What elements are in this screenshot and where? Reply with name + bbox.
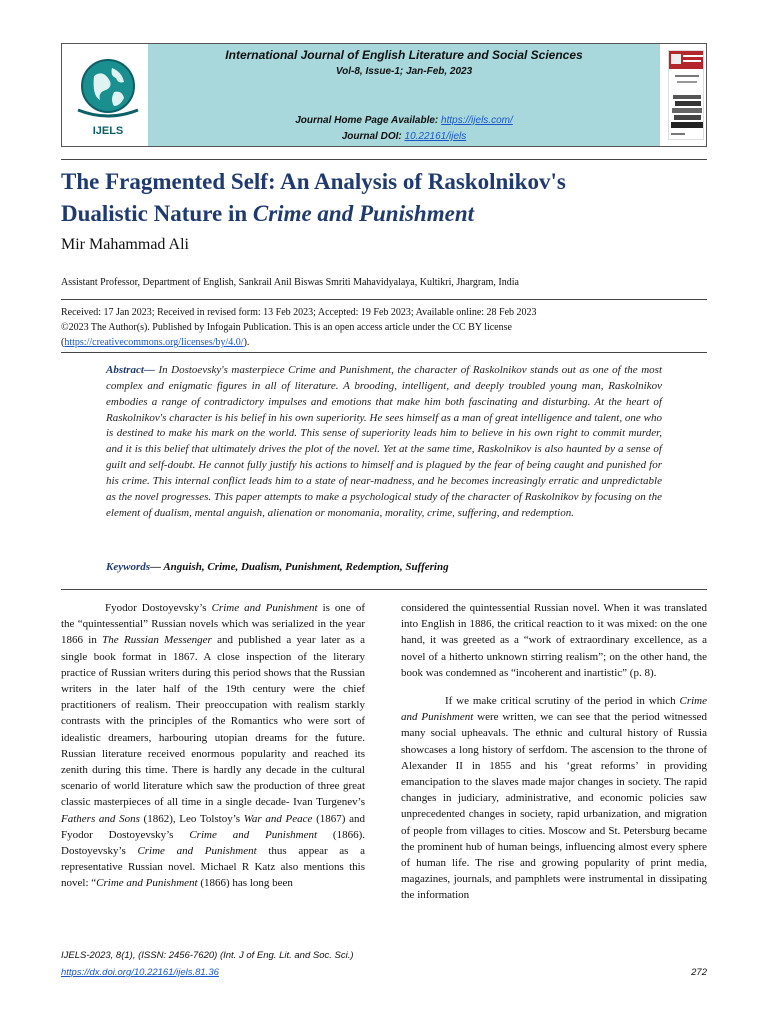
abstract (106, 363, 662, 521)
journal-logo (72, 50, 144, 140)
license-link[interactable]: https://creativecommons.org/licenses/by/4.0/ (64, 337, 244, 348)
text-run: (1867) and Fyodor Dostoyevsky’s (61, 812, 365, 841)
body-paragraph: considered the quintessential Russian novel. When it was translated into English in 1886, the critical reaction to it was mixed: on the one hand, it was greeted as a “work of extraordinary excellence, as a novel of a hitherto unknown stirring realism”; on the other hand, the book was condemned as “incoherent and inartistic” (p. 8). (401, 602, 707, 679)
keywords (106, 561, 662, 573)
italic-text: Crime and Punishment (96, 877, 198, 890)
article-title (61, 166, 707, 230)
keywords-label: Keywords (106, 561, 150, 573)
journal-home-line (148, 115, 660, 126)
author-affiliation: Assistant Professor, Department of English, Sankrail Anil Biswas Smriti Mahavidyalaya, Kultikri, Jhargram, India (61, 277, 519, 288)
meta-divider-top (61, 299, 707, 300)
abstract-divider (61, 589, 707, 590)
books-cover-image (669, 51, 704, 140)
home-link[interactable]: https://ijels.com/ (441, 115, 513, 126)
article-license: (https://creativecommons.org/licenses/by/4.0/). (61, 337, 250, 348)
abstract-label: Abstract— (106, 364, 155, 376)
header-divider (61, 159, 707, 160)
journal-doi-line (148, 131, 660, 142)
abstract-text: In Dostoevsky's masterpiece Crime and Punishment, the character of Raskolnikov stands out as one of the most complex and enigmatic figures in all of literature. A brooding, intelligent, and deeply troubled young man, Raskolnikov embodies a range of contradictory impulses and emotions that make him both fascinating and disturbing. At the heart of Raskolnikov's character is his belief in his own superiority. He sees himself as a man of great intelligence and talent, one who is destined to make his mark on the world. This sense of superiority leads him to believe in his own right to commit murder, and it is this belief that ultimately drives the plot of the novel. Yet at the same time, Raskolnikov is also haunted by a sense of guilt and self-doubt. He cannot fully justify his actions to himself and is plagued by the fear of being caught and punished for his crime. This internal conflict leads him to a state of near-madness, and he becomes increasingly erratic and unpredictable as the novel progresses. This paper attempts to make a psychological study of the character of Raskolnikov by focusing on the element of dualism, mental anguish, alienation or monomania, morality, crime, suffering, and redemption. (106, 364, 662, 519)
journal-cover-thumbnail (668, 50, 704, 140)
footer-citation: IJELS-2023, 8(1), (ISSN: 2456-7620) (Int. J of Eng. Lit. and Soc. Sci.) (61, 950, 354, 961)
title-line-1: The Fragmented Self: An Analysis of Raskolnikov's (61, 169, 566, 194)
italic-text: Crime and Punishment (189, 828, 318, 841)
text-run: is one of the “quintessential” Russian novels which was serialized in the year 1866 in (61, 602, 365, 647)
text-run: thus appear as a representative Russian novel. Michael R Katz also mentions this novel: “ (61, 845, 365, 890)
home-label: Journal Home Page Available: (295, 115, 442, 126)
italic-text: War and Peace (243, 812, 313, 825)
page-number: 272 (691, 967, 707, 978)
italic-text: Crime and Punishment (211, 602, 318, 614)
text-run: (1866) has long been (197, 877, 293, 890)
italic-text: Fathers and Sons (61, 812, 140, 825)
italic-text: Crime and Punishment (137, 845, 257, 858)
italic-text: Crime and Punishment (401, 695, 707, 724)
body-column-left (61, 600, 365, 892)
author-name: Mir Mahammad Ali (61, 236, 189, 253)
text-run: (1866). Dostoyevsky’s (61, 828, 365, 858)
italic-text: The Russian Messenger (102, 634, 212, 647)
meta-divider-bottom (61, 352, 707, 353)
body-paragraph (61, 600, 365, 892)
journal-title: International Journal of English Literature and Social Sciences (225, 48, 583, 62)
doi-label: Journal DOI: (341, 131, 405, 142)
text-run: (1862), Leo Tolstoy’s (139, 812, 244, 825)
svg-text:IJELS: IJELS (92, 125, 124, 137)
text-run: Fyodor Dostoyevsky’s (105, 602, 212, 614)
keywords-text: — Anguish, Crime, Dualism, Punishment, Redemption, Suffering (150, 561, 449, 573)
journal-header (61, 43, 707, 147)
page-footer (61, 947, 707, 981)
journal-volume: Vol-8, Issue-1; Jan-Feb, 2023 (335, 66, 473, 77)
text-run: and published a year later as a single book format in 1867. A close inspection of the literary practice of Russian writers during this period shows that the Russian writers in the later half of the 19th century were the chief practitioners of realism. Their preoccupation with realism starkly contrasts with the principles of the Romantics who were sort of idealistic dreamers, harbouring utopian dreams for the future. Russian literature received enormous popularity and reached its zenith during this time. There is hardly any decade in the cultural scenario of world literature which saw the production of three great classic masterpieces of all time in a single decade- Ivan Turgenev’s (61, 634, 365, 809)
article-copyright: ©2023 The Author(s). Published by Infogain Publication. This is an open access article under the CC BY license (61, 322, 512, 333)
globe-icon (72, 50, 144, 140)
body-paragraph (401, 693, 707, 904)
doi-link[interactable]: 10.22161/ijels (404, 131, 467, 142)
title-line-2-italic: Crime and Punishment (252, 201, 475, 226)
text-run: If we make critical scrutiny of the period in which (445, 695, 680, 708)
article-metadata (61, 305, 707, 350)
title-line-2-plain: Dualistic Nature in (61, 201, 253, 226)
text-run: were written, we can see that the period witnessed many social upheavals. The ethnic and cultural history of Russia showcases a long history of serfdom. The ascension to the throne of Alexander II in 1855 and his ‘great reforms’ in providing emancipation to the slaves made major changes in society. The rapid changes in judiciary, administrative, and economic policies saw unprecedented changes in society, rapid urbanization, and migration of people from villages to cities. Moscow and St. Petersburg became the prominent hub of human beings, influencing almost every sphere of human life. The rise and growing popularity of print media, magazines, journals, and pamphlets were instrumental in dissipating the information (401, 711, 707, 902)
article-dates: Received: 17 Jan 2023; Received in revised form: 13 Feb 2023; Accepted: 19 Feb 2023; Available online: 28 Feb 2023 (61, 307, 537, 318)
body-column-right (401, 600, 707, 904)
footer-doi-link[interactable]: https://dx.doi.org/10.22161/ijels.81.36 (61, 967, 219, 978)
